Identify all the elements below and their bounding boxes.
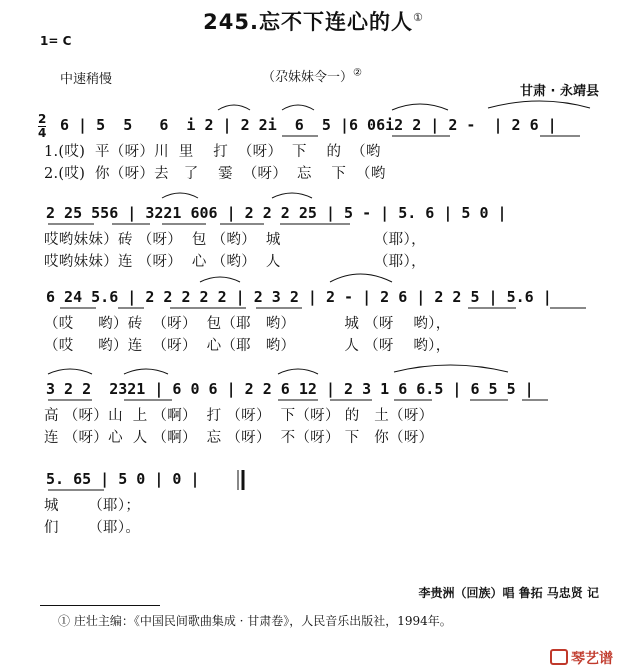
system-5-lyric-1: 城 （耶）； [44, 498, 141, 514]
region-label: 甘肃 · 永靖县 [520, 84, 599, 99]
tempo-marking: 中速稍慢 [60, 72, 113, 87]
slur-mark [200, 277, 240, 282]
system-2-lyric-2: 哎哟妹妹）连 （呀） 心 （哟） 人 （耶）， [44, 254, 426, 270]
logo-icon [550, 649, 568, 665]
slur-mark [392, 104, 448, 110]
system-3-lyric-1: （哎 哟）砖 （呀） 包（耶 哟） 城 （呀 哟）， [44, 316, 451, 332]
slur-mark [272, 193, 312, 198]
system-4-lyric-1: 高 （呀）山 上 （啊） 打 （呀） 下（呀） 的 土（呀） [44, 408, 434, 424]
slur-mark [124, 369, 168, 374]
slur-mark [394, 365, 508, 372]
system-2-lyric-1: 哎哟妹妹）砖 （呀） 包 （哟） 城 （耶）， [44, 232, 426, 248]
system-3-notes: 6 24 5.6 | 2 2 2 2 2 | 2 3 2 | 2 - | 2 6 | 2 2 5 | 5.6 | [46, 288, 552, 306]
system-5-notes: 5. 65 | 5 0 | 0 | [46, 470, 200, 488]
logo-text: 琴艺谱 [571, 651, 613, 667]
system-1-lyric-2: 2.(哎) 你（呀）去 了 霎 （呀） 忘 下 （哟 [44, 166, 386, 182]
slur-mark [488, 101, 590, 108]
system-2-notes: 2 25 556 | 3221 606 | 2 2 2 25 | 5 - | 5. 6 | 5 0 | [46, 204, 507, 222]
time-signature-top: 2 [38, 112, 47, 126]
slur-mark [48, 369, 92, 374]
site-logo [550, 648, 613, 668]
system-4-lyric-2: 连 （呀）心 人 （啊） 忘 （呀） 不（呀） 下 你（呀） [44, 430, 434, 446]
slur-mark [162, 193, 198, 198]
performer-credits: 李贵洲（回族）唱 鲁拓 马忠贤 记 [418, 586, 599, 600]
system-5-lyric-2: 们 （耶）。 [44, 520, 141, 536]
slur-mark [282, 105, 314, 110]
key-signature: 1= C [40, 34, 72, 48]
system-3-lyric-2: （哎 哟）连 （呀） 心（耶 哟） 人 （呀 哟）， [44, 338, 451, 354]
slur-mark [330, 274, 392, 282]
system-1-notes: 6 | 5 5 6 i 2 | 2 2i 6 5 |6 06i2 2 | 2 - | 2 6 | [60, 116, 557, 134]
slur-mark [278, 369, 318, 374]
footnote-text: ① 庄壮主编：《中国民间歌曲集成 · 甘肃卷》，人民音乐出版社，1994年。 [58, 614, 452, 628]
system-1-lyric-1: 1.(哎) 平（呀）川 里 打 （呀） 下 的 （哟 [44, 144, 381, 160]
title-footnote-mark: ① [412, 11, 424, 24]
system-4-notes: 3 2 2 2321 | 6 0 6 | 2 2 6 12 | 2 3 1 6 6.5 | 6 5 5 | [46, 380, 534, 398]
tune-subtitle-text: （尕妹妹令一） [262, 70, 354, 85]
song-title-text: 245.忘不下连心的人 [203, 10, 413, 34]
subtitle-footnote-mark: ② [353, 67, 362, 79]
footnote-divider [40, 605, 160, 606]
time-signature-bottom: 4 [38, 126, 47, 140]
slur-mark [218, 105, 250, 110]
